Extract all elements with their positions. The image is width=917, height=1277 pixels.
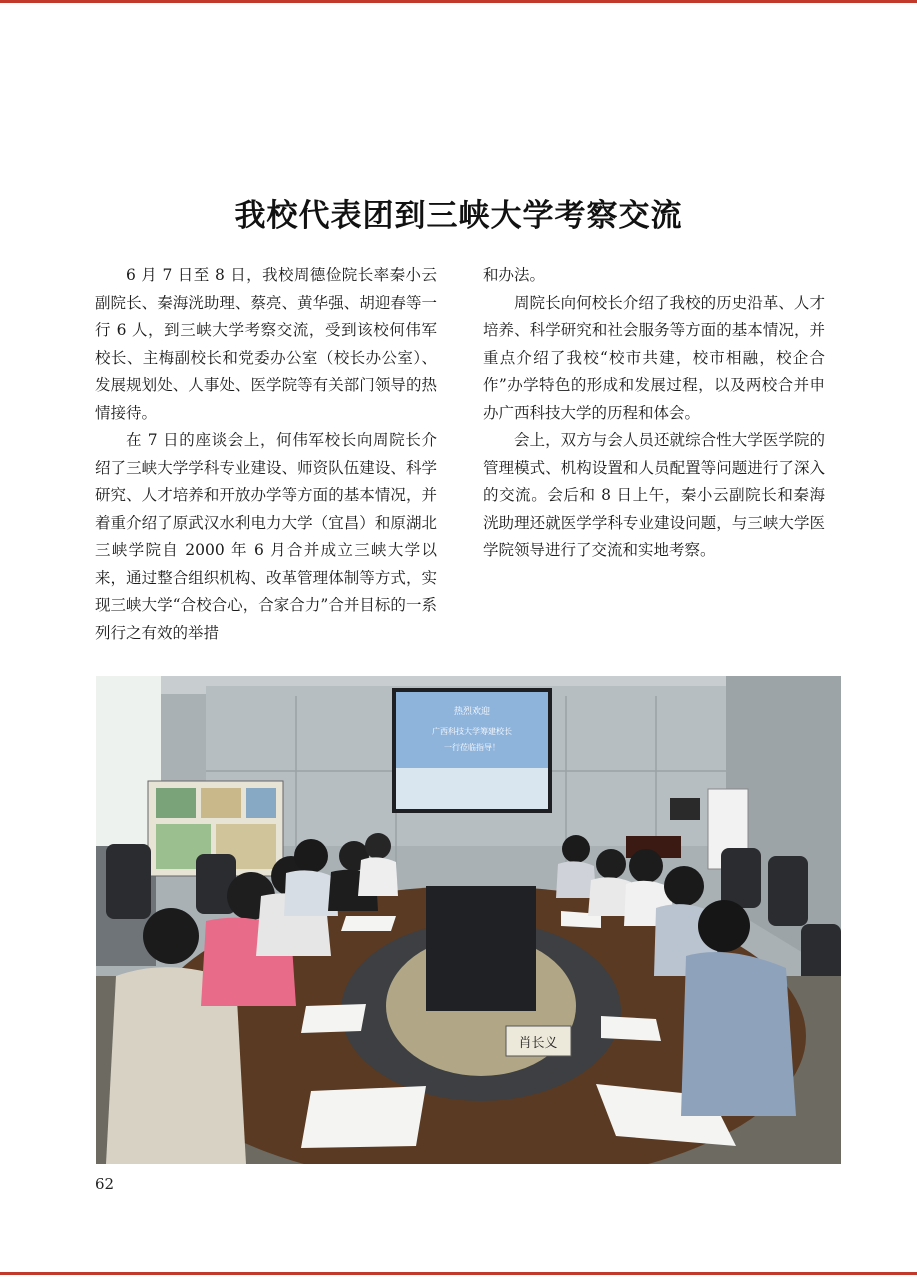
page-number: 62	[95, 1175, 115, 1193]
right-column	[483, 262, 825, 565]
paragraph-1: 6 月 7 日至 8 日，我校周德俭院长率秦小云副院长、秦海洸助理、蔡亮、黄华强、胡迎春等一行 6 人，到三峡大学考察交流，受到该校何伟军校长、主梅副校长和党委办公室（校长办公室）、发展规划处、人事处、医学院等有关部门领导的热情接待。	[95, 266, 437, 422]
paragraph-3: 周院长向何校长介绍了我校的历史沿革、人才培养、科学研究和社会服务等方面的基本情况，并重点介绍了我校“校市共建，校市相融，校企合作”办学特色的形成和发展过程，以及两校合并申办广西科技大学的历程和体会。	[483, 293, 825, 422]
screen-text-1: 热烈欢迎	[453, 707, 491, 717]
paragraph-4: 会上，双方与会人员还就综合性大学医学院的管理模式、机构设置和人员配置等问题进行了深入的交流。会后和 8 日上午，秦小云副院长和秦海洸助理还就医学学科专业建设问题，与三峡大学医学院领导进行了交流和实地考察。	[483, 431, 825, 559]
paragraph-2: 在 7 日的座谈会上，何伟军校长向周院长介绍了三峡大学学科专业建设、师资队伍建设、科学研究、人才培养和开放办学等方面的基本情况，并着重介绍了原武汉水利电力大学（宜昌）和原湖北三峡学院自 2000 年 6 月合并成立三峡大学以来，通过整合组织机构、改革管理体制等方式，实现三峡大学“合校合心，合家合力”合并目标的一系列行之有效的举措	[95, 431, 437, 642]
nameplate-text: 肖长义	[518, 1036, 558, 1051]
bottom-rule	[0, 1272, 917, 1275]
article-title: 我校代表团到三峡大学考察交流	[234, 198, 683, 234]
meeting-photo	[96, 676, 841, 1164]
top-rule	[0, 0, 917, 3]
screen-text-2: 广西科技大学筹建校长	[432, 727, 512, 736]
left-column	[95, 262, 437, 647]
paragraph-2-continuation: 和办法。	[483, 266, 546, 284]
screen-text-3: 一行莅临指导！	[444, 743, 500, 752]
